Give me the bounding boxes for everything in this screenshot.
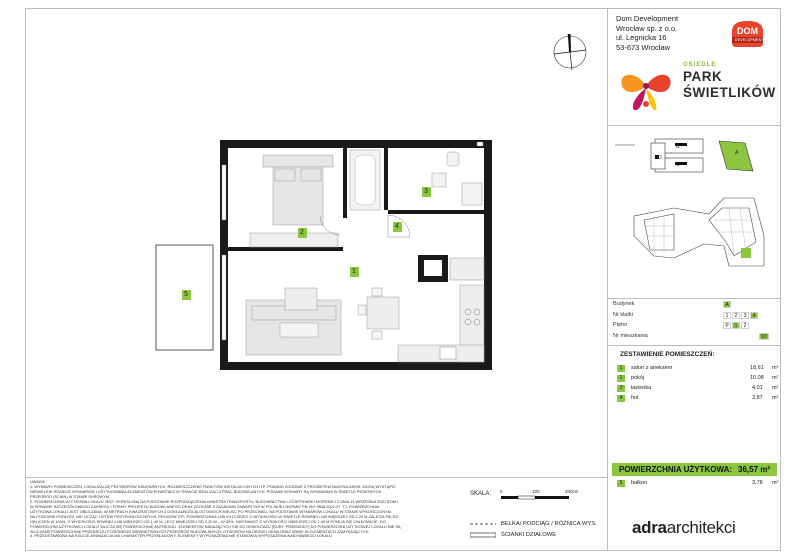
summary-row-number: 4 <box>617 395 625 402</box>
dom-logo-text: DOM <box>737 26 758 36</box>
apartment-row <box>613 333 648 341</box>
washing-machine <box>432 173 446 187</box>
total-area-label: POWIERZCHNIA UŻYTKOWA: <box>619 465 733 474</box>
legend-beam-swatch <box>470 521 496 527</box>
staircase-row <box>613 312 633 320</box>
note-line: PRZEGRÓD (ŚCIAN) W STANIE SUROWYM. <box>30 493 111 499</box>
summary-row-name: pokój <box>631 375 645 381</box>
legend-partition-label: ŚCIANKI DZIAŁOWE <box>501 532 557 538</box>
scale-bar <box>500 495 580 501</box>
architect-logo-bold: adra <box>632 518 667 537</box>
building-value: A <box>723 301 731 308</box>
note-line: NIEWIELKIE RÓŻNICE WYMIARÓW I USYTUOWANIA ELEMENTÓW POWSTAŁE W TRAKCIE REALIZACJI PRAC BUDOWLANYCH. PODANE WYMIARY SĄ WYMIARAMI W ŚWIETLE PIONOWYCH <box>30 488 382 494</box>
note-line: WLICZANE POWIERZCHNIE PRZEKROJU POZIOMEGO WEWNĘTRZNYCH PRZEGRÓD BUDOWLANYCH, OTWORÓW NA DRZWI I OKNA ORAZ WNĘK W ELEMENTACH ZAMYKAJĄCYCH <box>30 528 369 534</box>
balcony-row: 5 balkon 3,78 m² <box>617 480 777 488</box>
coffee-table <box>280 323 318 337</box>
separator-summary <box>608 345 781 346</box>
room-5-label: 5 <box>184 291 188 298</box>
summary-row: 1 salon z aneksem 18,61 m² <box>617 365 777 373</box>
room-4-label: 4 <box>395 223 399 230</box>
estate-name-line1: PARK <box>683 69 723 84</box>
room-2-label: 2 <box>300 229 304 236</box>
bed <box>263 155 333 225</box>
balcony-name: balkon <box>631 480 648 486</box>
note-line: UŻYTKOWA LOKALU JEST OBLICZANA: W METRACH KWADRATOWYCH Z DOKŁADNOŚCIĄ DO DWÓCH MIEJSC PO PRZECINKU, NA PODSTAWIE WYMIARÓW LOKALU W STANIE WYKOŃCZONYM, <box>30 508 392 514</box>
site-label-b: B <box>676 144 680 150</box>
estate-name-line2: ŚWIETLIKÓW <box>683 85 776 100</box>
staircase-1: 1 <box>723 312 731 319</box>
toilet <box>447 152 459 166</box>
firefly-logo-icon <box>612 64 680 116</box>
floor-row <box>613 322 627 330</box>
sheet-divider <box>607 8 608 551</box>
site-label-a: A <box>735 150 739 156</box>
company-info <box>616 14 678 52</box>
floor-label: Piętro <box>613 322 628 328</box>
summary-title: ZESTAWIENIE POMIESZCZEŃ: <box>620 351 715 358</box>
summary-row-number: 3 <box>617 385 625 392</box>
scale-label: SKALA: <box>470 491 492 497</box>
legend-partition-swatch <box>470 532 496 538</box>
architect-logo <box>632 518 736 538</box>
company-city: 53-673 Wrocław <box>616 42 671 52</box>
summary-row: 3 łazienka 4,01 m² <box>617 385 777 393</box>
apartment-label: Nr mieszkania <box>613 333 648 339</box>
dining-table <box>367 297 399 329</box>
company-entity: Wrocław sp. z o.o. <box>616 23 678 33</box>
scale-tick-0: 0 <box>500 489 503 494</box>
tv-unit <box>285 288 317 310</box>
sink <box>440 347 456 359</box>
note-line: UWAGA: <box>30 479 46 484</box>
summary-row-number: 2 <box>617 375 625 382</box>
note-line: POWIERZCHNI UŻYTKOWEJ LOKALU WLICZA SIĘ POWIERZCHNIĘ ANTRESOLI. ELEMENTÓW NADAJĄCYCH SIĘ DO DEMONTAŻU (RURY, PRZEWODY) DO POWIERZCHNI UŻYTKOWEJ LOKALU NIE SĄ <box>30 523 401 529</box>
summary-row-unit: m² <box>772 365 779 371</box>
company-street: ul. Legnicka 16 <box>616 33 667 43</box>
summary-row-name: łazienka <box>631 385 652 391</box>
note-line: 1. WYMIARY POMIESZCZEŃ, LOKALIZACJĘ PRZYBORÓW SANITARNYCH, ROZMIESZCZENIE PUNKTÓW INSTALACYJNYCH ITP. PODANO ZGODNIE Z PROJEKTEM BUDOWLANYM. MOGĄ WYSTĄPIĆ <box>30 483 396 489</box>
notes-block <box>30 480 465 539</box>
building-keyplan <box>614 186 779 286</box>
summary-row-unit: m² <box>772 385 779 391</box>
summary-row-unit: m² <box>772 395 779 401</box>
staircase-label: Nr klatki <box>613 312 633 318</box>
apartment-number: 93 <box>759 333 769 340</box>
scale-tick-200: 200cm <box>565 489 579 494</box>
room-1-label: 1 <box>352 268 356 275</box>
separator-notes <box>26 477 607 478</box>
staircase-2: 2 <box>732 312 740 319</box>
balcony-number: 5 <box>617 480 625 487</box>
floor-2: 2 <box>741 322 749 329</box>
wardrobe <box>250 233 338 247</box>
compass-icon <box>548 30 592 74</box>
building-row <box>613 301 634 309</box>
site-plan <box>615 135 775 183</box>
site-label-d: D <box>658 155 662 161</box>
fridge <box>450 258 484 280</box>
summary-row-number: 1 <box>617 365 625 372</box>
room-3-label: 3 <box>424 188 428 195</box>
note-line: W SPRAWIE SZCZEGÓŁOWEGO ZAKRESU I FORMY PROJEKTU BUDOWLANEGO ORAZ ZGODNIE Z ZASADAMI ZAWARTYMI W POLSKIEJ NORMIE PN-ISO 9836:2022-07. TJ. POWIERZCHNIA <box>30 503 380 509</box>
floor-plan <box>150 125 500 375</box>
balcony-unit: m² <box>772 480 779 486</box>
scale-tick-100: 100 <box>532 489 540 494</box>
site-label-c: C <box>676 162 680 168</box>
floor-p: P <box>723 322 731 329</box>
separator-details <box>608 298 781 299</box>
summary-row: 2 pokój 10,08 m² <box>617 375 777 383</box>
dom-development-logo <box>728 17 767 49</box>
note-line: NA POZIOMIE PODŁOGI, NIE LICZĄC LISTEW PRZYPODŁOGOWYCH, PROGÓW ITP.; POWIERZCHNIA LUB ICH CZĘŚCI O WYSOKOŚCI W ŚWIETLE RÓWNEJ LUB WIĘKSZEJ OD 2,20 M ZALICZA SIĘ DO <box>30 513 399 519</box>
floor-1: 1 <box>732 322 740 329</box>
summary-row-name: salon z aneksem <box>631 365 673 371</box>
separator-top <box>608 125 781 126</box>
note-line: 2. POWIERZCHNIA UŻYTKOWA LOKALU JEST OKREŚLONA NA PODSTAWIE ROZPORZĄDZENIA MINISTRA TRANSPORTU, BUDOWNICTWA I GOSPODARKI MORSKIEJ Z DNIA 11 WRZEŚNIA 2020 ROKU <box>30 498 399 504</box>
legend-beam-label: BELKA/ PODCIĄG / RÓŻNICA WYS. <box>501 521 597 527</box>
summary-row-name: hol <box>631 395 639 401</box>
estate-small-label: OSIEDLE <box>683 62 717 68</box>
summary-row: 4 hol 3,87 m² <box>617 395 777 403</box>
dom-logo-sub: DEVELOPMENT <box>735 38 764 42</box>
staircase-4: 4 <box>750 312 758 319</box>
note-line: OBLICZEŃ W 100%, O WYSOKOŚCI RÓWNEJ LUB WIĘKSZEJ OD 1,40 M, LECZ MNIEJSZEJ OD 2,20 M – W 50%, NATOMIAST O WYSOKOŚCI MNIEJSZEJ OD 1,40 M POMIJA SIĘ CAŁKOWICIE. DO <box>30 518 386 524</box>
note-line: 3. PRZEDSTAWIONA NA RZUCIE ARANŻACJA MA CHARAKTER PRZYKŁADOWY, ELEMENTY WYPOSAŻENIA NIE STANOWIĄ WYPOSAŻENIA NABYWANEGO LOKALU <box>30 533 333 539</box>
summary-row-unit: m² <box>772 375 779 381</box>
washbasin <box>462 183 482 205</box>
company-name: Dom Development <box>616 14 679 23</box>
total-area-value: 36,57 m² <box>738 465 771 474</box>
building-label: Budynek <box>613 301 635 307</box>
architect-logo-rest: architekci <box>666 518 736 537</box>
staircase-3: 3 <box>741 312 749 319</box>
